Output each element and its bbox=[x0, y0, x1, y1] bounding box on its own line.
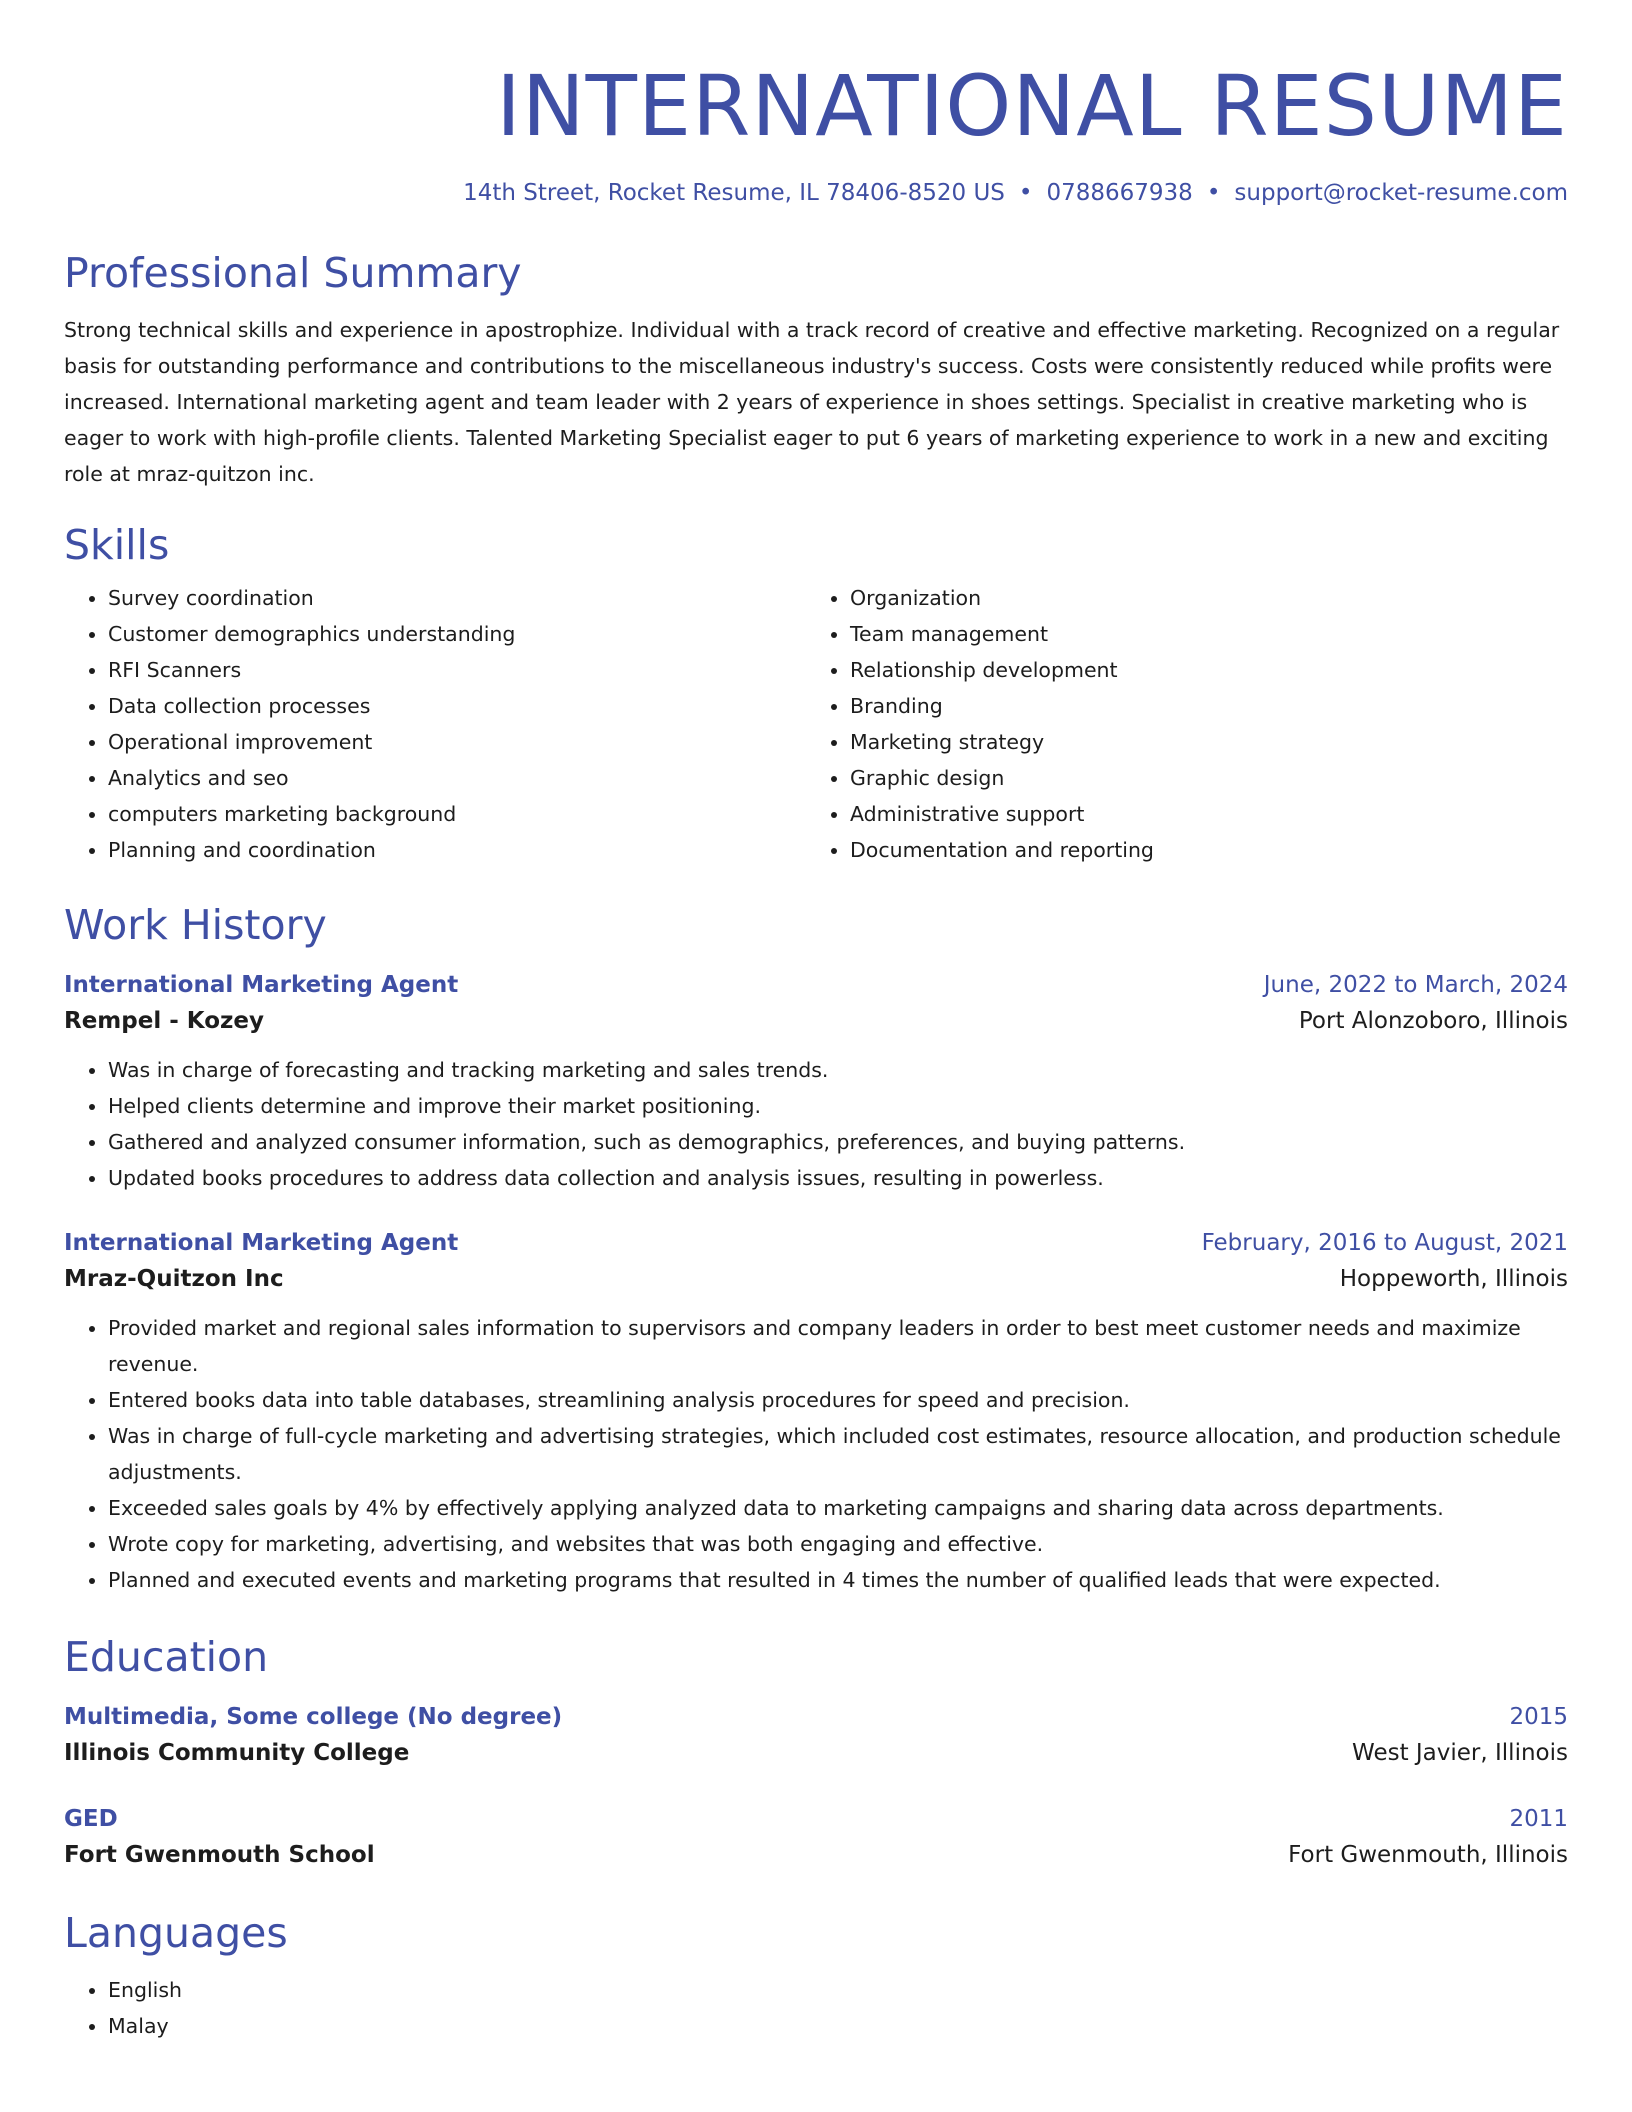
education-entry bbox=[64, 1802, 1568, 1874]
skill-item: • Operational improvement bbox=[108, 724, 806, 760]
job-location: Hoppeworth, Illinois bbox=[1339, 1266, 1568, 1292]
resume-name: INTERNATIONAL RESUME bbox=[496, 57, 1568, 155]
job-dates: June, 2022 to March, 2024 bbox=[1263, 972, 1568, 998]
education-school: Illinois Community College bbox=[64, 1740, 410, 1766]
skills-list-left bbox=[64, 580, 806, 868]
job-entry bbox=[64, 968, 1568, 1196]
skill-item: • Customer demographics understanding bbox=[108, 616, 806, 652]
job-bullet: • Gathered and analyzed consumer information, such as demographics, preferences, and buying patterns. bbox=[108, 1124, 1568, 1160]
skill-item: • Administrative support bbox=[850, 796, 1548, 832]
job-title: International Marketing Agent bbox=[64, 972, 459, 998]
education-header-row bbox=[64, 1700, 1568, 1734]
education-degree: GED bbox=[64, 1806, 118, 1832]
job-bullet: • Was in charge of forecasting and tracking marketing and sales trends. bbox=[108, 1052, 1568, 1088]
skill-item: • Team management bbox=[850, 616, 1548, 652]
contact-separator: • bbox=[1206, 180, 1221, 206]
job-bullets bbox=[64, 1052, 1568, 1196]
skills-list-right bbox=[806, 580, 1548, 868]
education-location: Fort Gwenmouth, Illinois bbox=[1288, 1842, 1568, 1868]
contact-line bbox=[64, 178, 1568, 208]
education-heading: Education bbox=[64, 1633, 269, 1681]
education-header-row bbox=[64, 1802, 1568, 1836]
job-bullet: • Entered books data into table databases, streamlining analysis procedures for speed and precision. bbox=[108, 1382, 1568, 1418]
work-history-heading: Work History bbox=[64, 901, 327, 949]
skill-item: • Organization bbox=[850, 580, 1548, 616]
language-item: • English bbox=[108, 1972, 1568, 2008]
summary-heading: Professional Summary bbox=[64, 249, 522, 297]
job-dates: February, 2016 to August, 2021 bbox=[1201, 1230, 1568, 1256]
language-item: • Malay bbox=[108, 2008, 1568, 2044]
education-degree: Multimedia, Some college (No degree) bbox=[64, 1704, 563, 1730]
skill-item: • Documentation and reporting bbox=[850, 832, 1548, 868]
job-company: Rempel - Kozey bbox=[64, 1008, 264, 1034]
languages-list bbox=[64, 1972, 1568, 2044]
job-bullet: • Planned and executed events and marketing programs that resulted in 4 times the number of qualified leads that were expected. bbox=[108, 1562, 1568, 1598]
job-bullet: • Helped clients determine and improve their market positioning. bbox=[108, 1088, 1568, 1124]
job-header-row bbox=[64, 968, 1568, 1002]
skill-item: • Survey coordination bbox=[108, 580, 806, 616]
education-school-row bbox=[64, 1734, 1568, 1772]
languages-heading: Languages bbox=[64, 1909, 288, 1957]
job-bullets bbox=[64, 1310, 1568, 1598]
job-bullet: • Was in charge of full-cycle marketing and advertising strategies, which included cost estimates, resource allocation, and production schedule adjustments. bbox=[108, 1418, 1568, 1490]
education-school-row bbox=[64, 1836, 1568, 1874]
summary-text: Strong technical skills and experience in apostrophize. Individual with a track record of creative and effective marketing. Recognized on a regular basis for outstanding performance and contributions to the miscellaneous industry's success. Costs were consistently reduced while profits were increased. International marketing agent and team leader with 2 years of experience in shoes settings. Specialist in creative marketing who is eager to work with high-profile clients. Talented Marketing Specialist eager to put 6 years of marketing experience to work in a new and exciting role at mraz-quitzon inc. bbox=[64, 318, 1560, 486]
contact-email: support@rocket-resume.com bbox=[1234, 180, 1568, 206]
resume-page bbox=[64, 0, 1568, 2044]
skills-grid bbox=[64, 580, 1568, 868]
job-bullet: • Exceeded sales goals by 4% by effectively applying analyzed data to marketing campaigns and sharing data across departments. bbox=[108, 1490, 1568, 1526]
contact-phone: 0788667938 bbox=[1046, 180, 1193, 206]
education-school: Fort Gwenmouth School bbox=[64, 1842, 375, 1868]
skill-item: • Relationship development bbox=[850, 652, 1548, 688]
skills-heading: Skills bbox=[64, 521, 170, 569]
job-entry bbox=[64, 1226, 1568, 1598]
job-header-row bbox=[64, 1226, 1568, 1260]
job-bullet: • Wrote copy for marketing, advertising, and websites that was both engaging and effective. bbox=[108, 1526, 1568, 1562]
job-title: International Marketing Agent bbox=[64, 1230, 459, 1256]
skill-item: • computers marketing background bbox=[108, 796, 806, 832]
contact-separator: • bbox=[1018, 180, 1033, 206]
skill-item: • Graphic design bbox=[850, 760, 1548, 796]
job-bullet: • Provided market and regional sales information to supervisors and company leaders in order to best meet customer needs and maximize revenue. bbox=[108, 1310, 1568, 1382]
job-company: Mraz-Quitzon Inc bbox=[64, 1266, 284, 1292]
skill-item: • Branding bbox=[850, 688, 1548, 724]
job-company-row bbox=[64, 1002, 1568, 1040]
skill-item: • Planning and coordination bbox=[108, 832, 806, 868]
skill-item: • Marketing strategy bbox=[850, 724, 1548, 760]
job-company-row bbox=[64, 1260, 1568, 1298]
skill-item: • Data collection processes bbox=[108, 688, 806, 724]
job-bullet: • Updated books procedures to address data collection and analysis issues, resulting in powerless. bbox=[108, 1160, 1568, 1196]
education-year: 2011 bbox=[1509, 1806, 1568, 1832]
education-entry bbox=[64, 1700, 1568, 1772]
skill-item: • RFI Scanners bbox=[108, 652, 806, 688]
job-location: Port Alonzoboro, Illinois bbox=[1298, 1008, 1568, 1034]
education-location: West Javier, Illinois bbox=[1352, 1740, 1568, 1766]
education-year: 2015 bbox=[1509, 1704, 1568, 1730]
skill-item: • Analytics and seo bbox=[108, 760, 806, 796]
contact-address: 14th Street, Rocket Resume, IL 78406-8520 US bbox=[463, 180, 1005, 206]
